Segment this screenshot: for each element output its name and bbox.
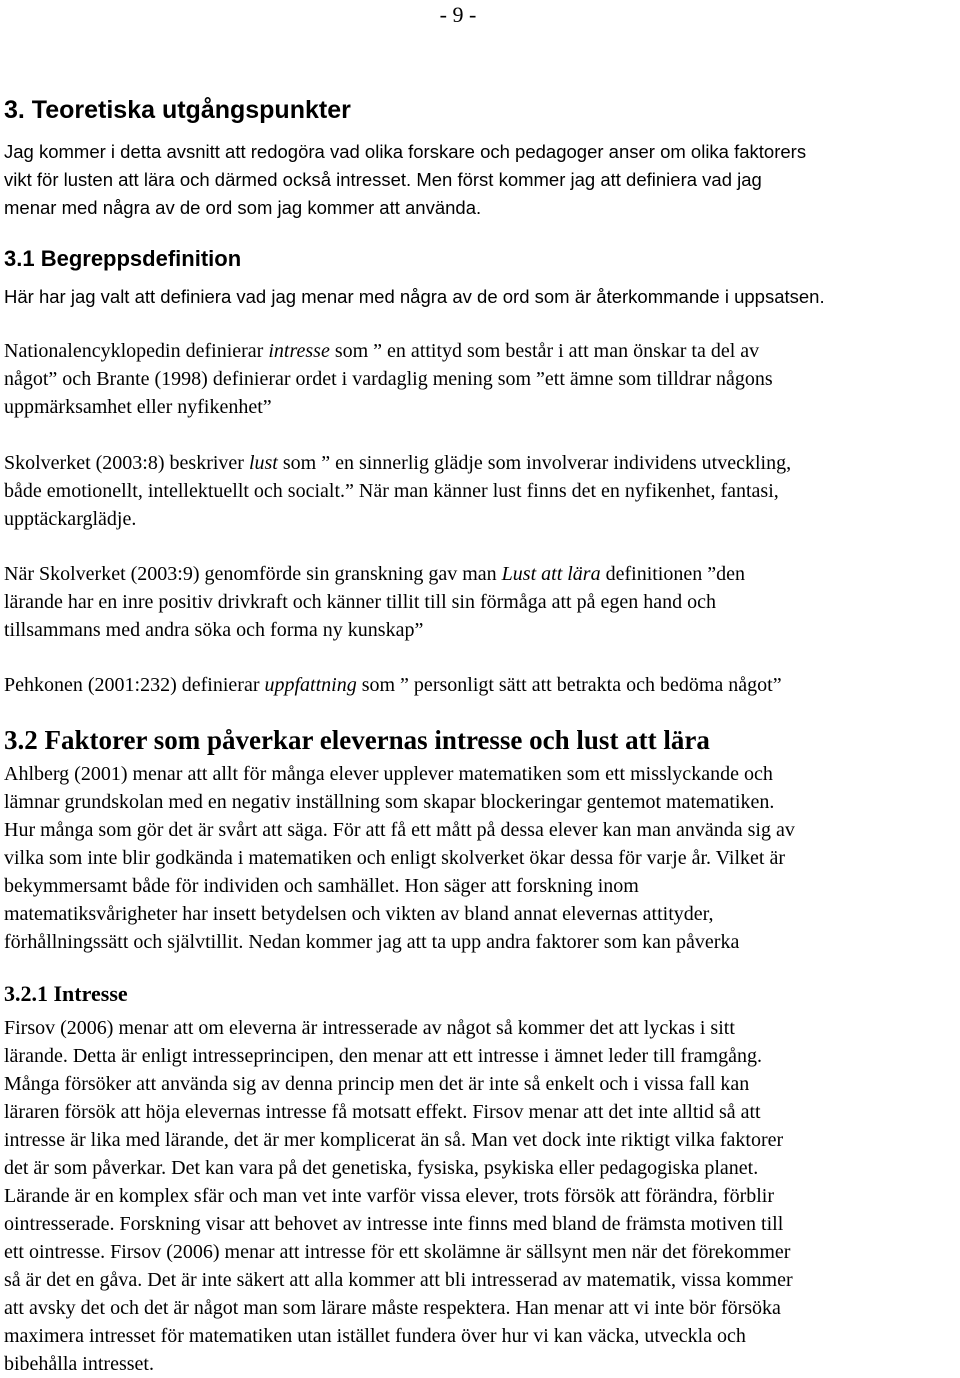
text-line: intresse är lika med lärande, det är mer komplicerat än så. Man vet dock inte riktigt vilka faktorer bbox=[4, 1129, 784, 1151]
text-line: uppmärksamhet eller nyfikenhet” bbox=[4, 396, 272, 418]
section-3-2-body bbox=[4, 760, 954, 956]
text-line: Jag kommer i detta avsnitt att redogöra vad olika forskare och pedagoger anser om olika faktorers bbox=[4, 141, 807, 162]
text-run: När Skolverket (2003:9) genomförde sin granskning gav man bbox=[4, 563, 502, 585]
section-3-1-intro bbox=[4, 283, 954, 311]
text-line: läraren försök att höja elevernas intresse få motsatt effekt. Firsov menar att det inte alltid så att bbox=[4, 1101, 761, 1123]
text-line: så är det en gåva. Det är inte säkert att alla kommer att bli intresserad av matematik, vissa kommer bbox=[4, 1269, 793, 1291]
definition-intresse bbox=[4, 337, 954, 421]
text-run: som ” en attityd som består i att man önskar ta del av bbox=[329, 340, 760, 362]
text-line bbox=[4, 560, 954, 588]
section-3-heading: 3. Teoretiska utgångspunkter bbox=[4, 96, 351, 124]
text-run: Nationalencyklopedin definierar bbox=[4, 340, 269, 362]
text-line bbox=[4, 337, 954, 365]
section-3-2-heading: 3.2 Faktorer som påverkar elevernas intresse och lust att lära bbox=[4, 725, 710, 755]
text-line: Lärande är en komplex sfär och man vet inte varför vissa elever, trots försök att förändra, förblir bbox=[4, 1185, 775, 1207]
text-line: både emotionellt, intellektuellt och socialt.” När man känner lust finns det en nyfikenhet, fantasi, bbox=[4, 480, 779, 502]
text-line: tillsammans med andra söka och forma ny kunskap” bbox=[4, 619, 424, 641]
text-line: Ahlberg (2001) menar att allt för många elever upplever matematiken som ett misslyckande och bbox=[4, 763, 773, 785]
text-line: upptäckarglädje. bbox=[4, 508, 137, 530]
text-run: som ” personligt sätt att betrakta och bedöma något” bbox=[356, 674, 782, 696]
text-line: matematiksvårigheter har insett betydelsen och vikten av bland annat elevernas attityder, bbox=[4, 903, 714, 925]
text-line: bibehålla intresset. bbox=[4, 1353, 154, 1375]
text-line: något” och Brante (1998) definierar ordet i vardaglig mening som ”ett ämne som tilldrar någons bbox=[4, 368, 773, 390]
text-line: att avsky det och det är något man som lärare måste respektera. Han menar att vi inte bör försöka bbox=[4, 1297, 781, 1319]
text-line: lämnar grundskolan med en negativ inställning som skapar blockeringar gentemot matematiken. bbox=[4, 791, 775, 813]
text-run: som ” en sinnerlig glädje som involverar individens utveckling, bbox=[277, 452, 792, 474]
text-line: Många försöker att använda sig av denna princip men det är inte så enkelt och i vissa fall kan bbox=[4, 1073, 750, 1095]
text-run: definitionen ”den bbox=[600, 563, 745, 585]
text-line: Hur många som gör det är svårt att säga. För att få ett mått på dessa elever kan man använda sig av bbox=[4, 819, 795, 841]
text-line: vikt för lusten att lära och därmed också intresset. Men först kommer jag att definiera vad jag bbox=[4, 169, 762, 190]
text-line: menar med några av de ord som jag kommer att använda. bbox=[4, 197, 482, 218]
section-3-1-heading: 3.1 Begreppsdefinition bbox=[4, 246, 242, 271]
defined-term: Lust att lära bbox=[501, 563, 601, 585]
section-3-2-1-heading: 3.2.1 Intresse bbox=[4, 981, 128, 1006]
text-line: Här har jag valt att definiera vad jag menar med några av de ord som är återkommande i uppsatsen. bbox=[4, 286, 825, 307]
text-line: Firsov (2006) menar att om eleverna är intresserade av något så kommer det att lyckas i sitt bbox=[4, 1017, 735, 1039]
text-line: ett ointresse. Firsov (2006) menar att intresse för ett skolämne är sällsynt men när det förekommer bbox=[4, 1241, 791, 1263]
text-line: det är som påverkar. Det kan vara på det genetiska, fysiska, psykiska eller pedagogiska planet. bbox=[4, 1157, 759, 1179]
section-3-intro bbox=[4, 138, 954, 222]
definition-uppfattning bbox=[4, 671, 954, 699]
page-number: - 9 - bbox=[439, 2, 477, 27]
text-run: Skolverket (2003:8) beskriver bbox=[4, 452, 249, 474]
text-line: lärande har en inre positiv drivkraft och känner tillit till sin förmåga att på egen hand och bbox=[4, 591, 716, 613]
text-run: Pehkonen (2001:232) definierar bbox=[4, 674, 265, 696]
text-line bbox=[4, 671, 954, 699]
text-line: ointresserade. Forskning visar att behovet av intresse inte finns med bland de främsta motiven till bbox=[4, 1213, 784, 1235]
text-line: maximera intresset för matematiken utan istället fundera över hur vi kan väcka, utveckla och bbox=[4, 1325, 746, 1347]
section-3-2-1-body bbox=[4, 1014, 954, 1378]
definition-lust-att-lara bbox=[4, 560, 954, 644]
text-line: vilka som inte blir godkända i matematiken och enligt skolverket ökar dessa för varje år. Vilket är bbox=[4, 847, 785, 869]
definition-lust bbox=[4, 449, 954, 533]
defined-term: intresse bbox=[268, 340, 330, 362]
text-line: bekymmersamt både för individen och samhället. Hon säger att forskning inom bbox=[4, 875, 639, 897]
defined-term: uppfattning bbox=[264, 674, 357, 696]
defined-term: lust bbox=[248, 452, 278, 474]
text-line bbox=[4, 449, 954, 477]
text-line: lärande. Detta är enligt intresseprincipen, den menar att ett intresse i ämnet leder till framgång. bbox=[4, 1045, 763, 1067]
text-line: förhållningssätt och självtillit. Nedan kommer jag att ta upp andra faktorer som kan påverka bbox=[4, 931, 740, 953]
